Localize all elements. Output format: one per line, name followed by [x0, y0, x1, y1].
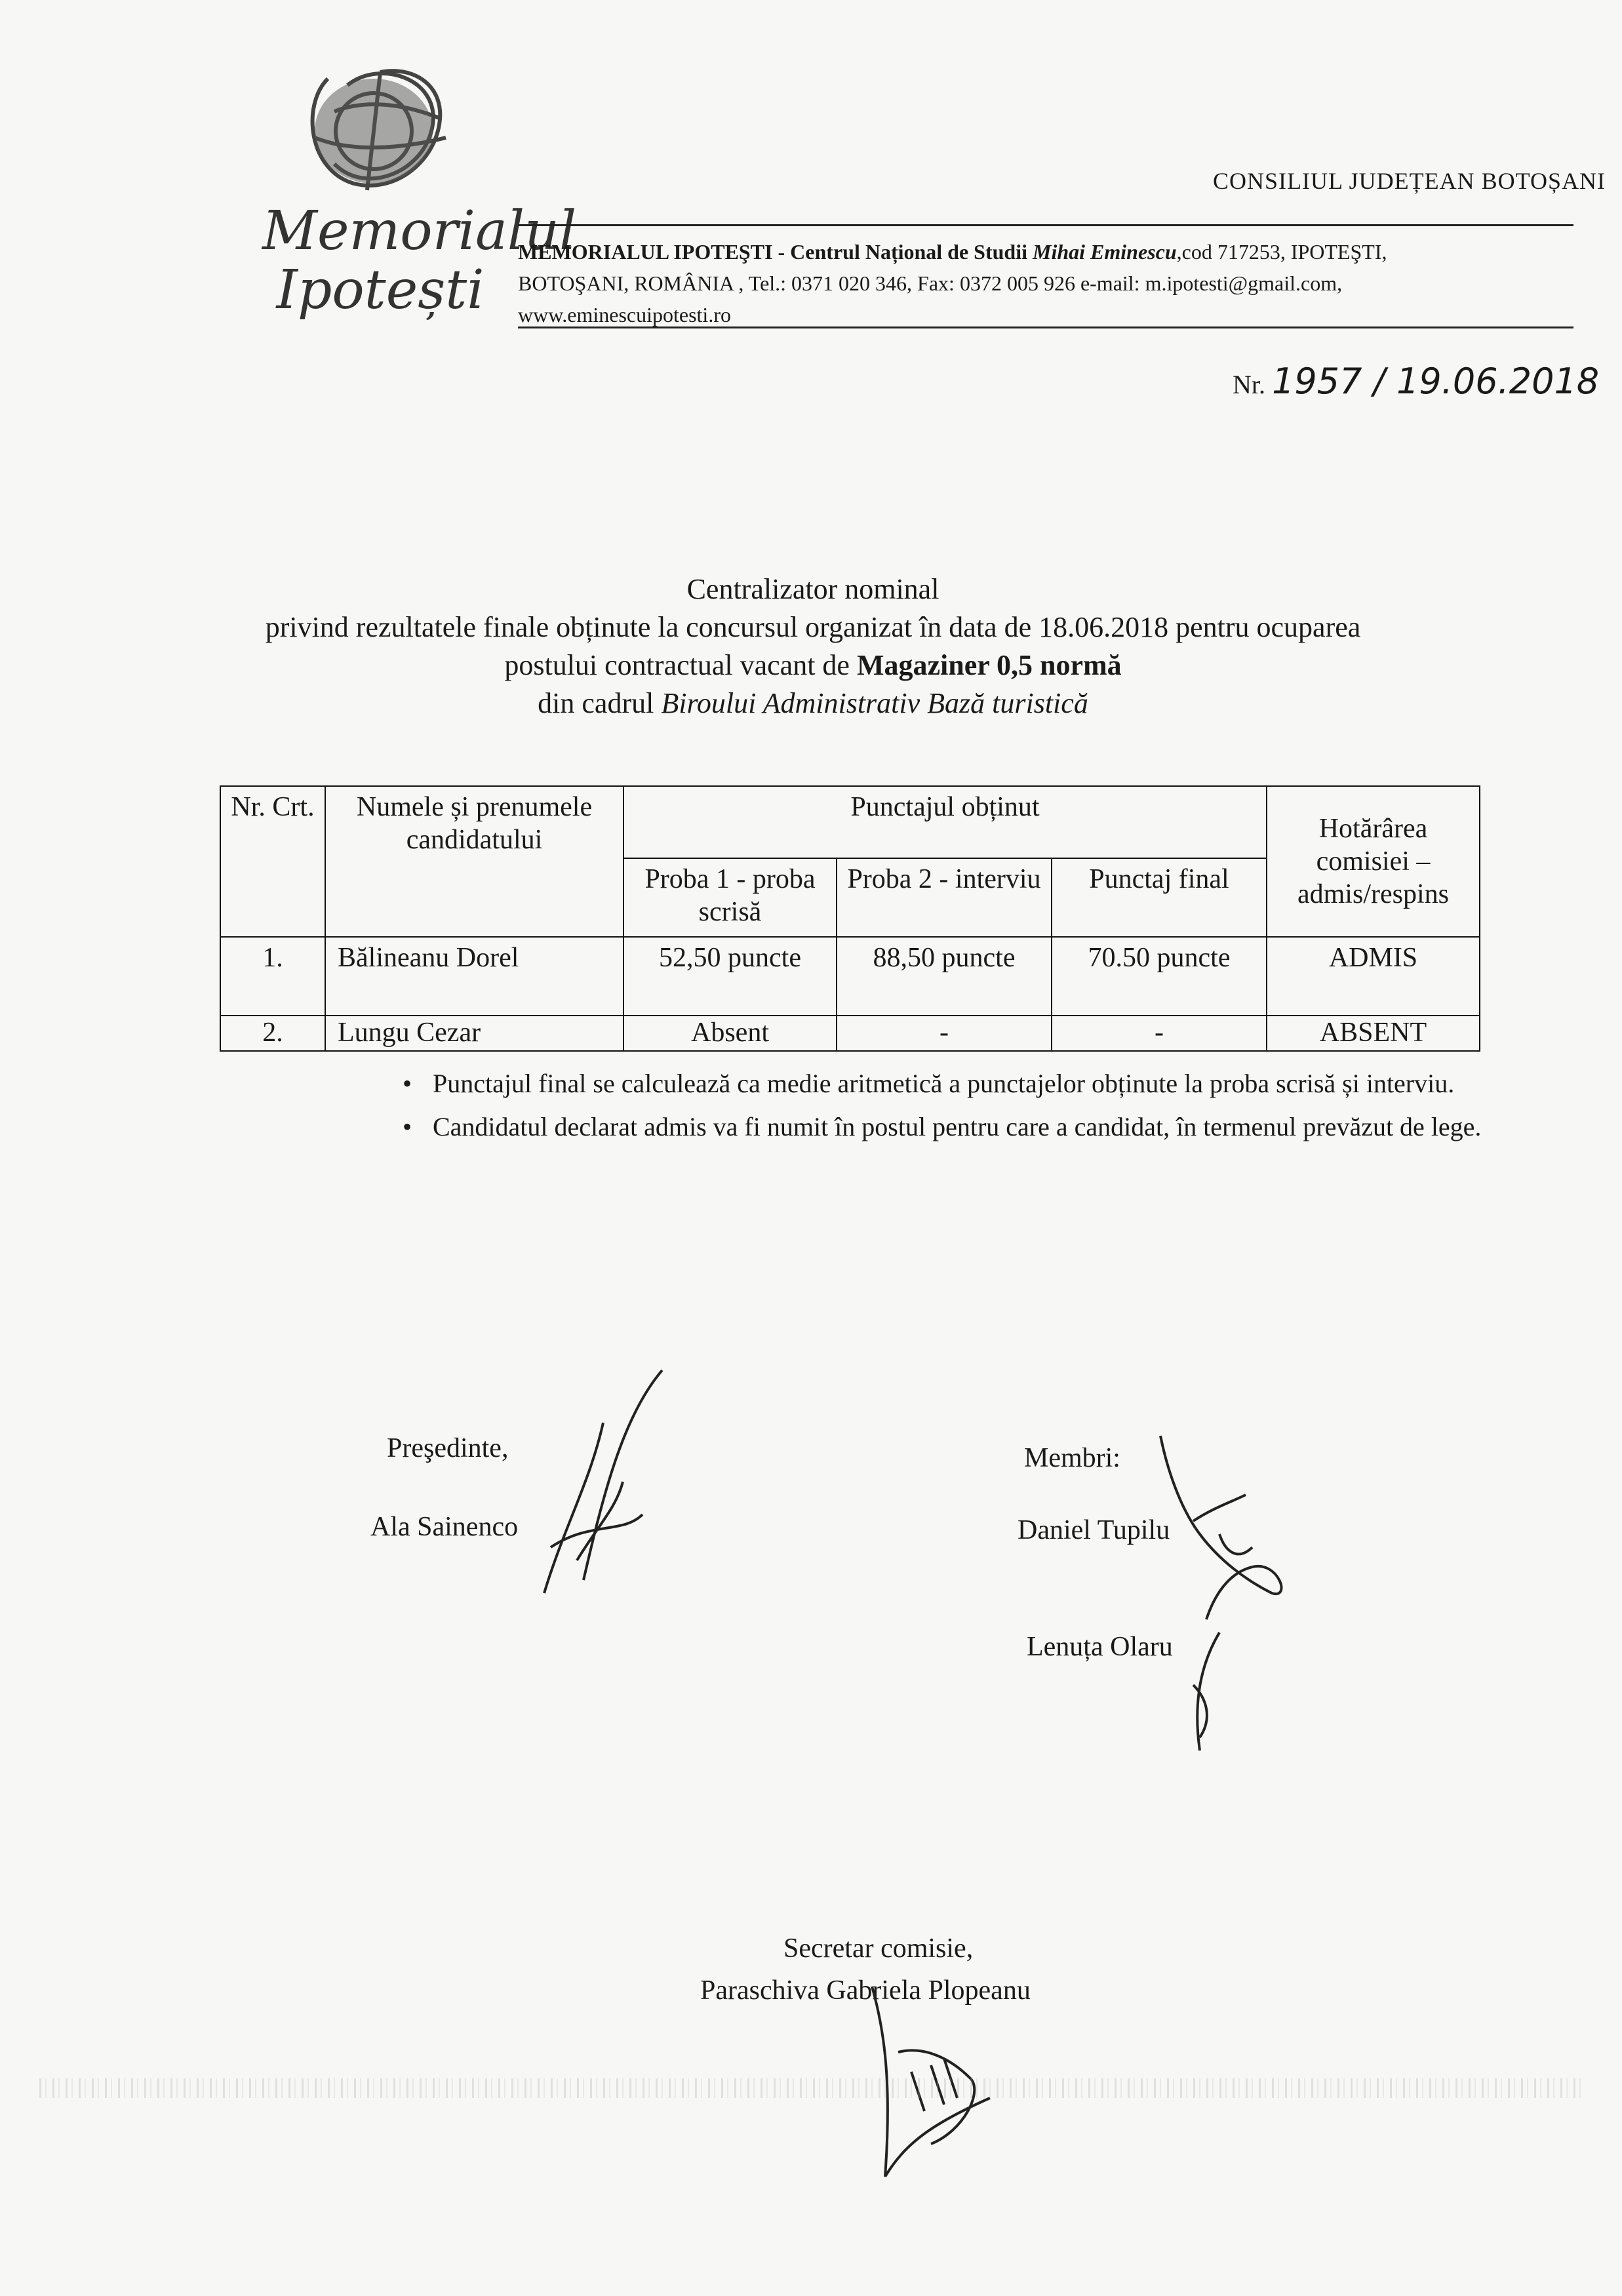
registration-date: 19.06.2018 [1396, 361, 1600, 402]
address-line1: ,cod 717253, IPOTEŞTI, [1176, 240, 1387, 264]
council-name: CONSILIUL JUDEȚEAN BOTOȘANI [1213, 168, 1606, 194]
header-test1: Proba 1 - proba scrisă [623, 858, 837, 937]
row-test2: 88,50 puncte [837, 937, 1052, 1016]
header-candidate-name: Numele și prenumele candidatului [325, 786, 623, 937]
title-line1: Centralizator nominal [686, 573, 940, 605]
title-line2: privind rezultatele finale obținute la concursul organizat în data de 18.06.2018 pentru ocuparea [265, 611, 1361, 643]
row-nr: 2. [220, 1016, 325, 1051]
row-nr: 1. [220, 937, 325, 1016]
header-rule-bottom [518, 327, 1573, 328]
center-name: Mihai Eminescu [1033, 240, 1177, 264]
registration-label: Nr. [1233, 370, 1265, 399]
list-item: • Candidatul declarat admis va fi numit în postul pentru care a candidat, în termenul prevăzut de lege. [393, 1111, 1560, 1143]
header-final-score: Punctaj final [1052, 858, 1267, 937]
row-test2: - [837, 1016, 1052, 1051]
department-name: Biroului Administrativ Bază turistică [661, 687, 1088, 719]
header-nr: Nr. Crt. [220, 786, 325, 937]
institution-name: MEMORIALUL IPOTEŞTI [518, 240, 773, 264]
row-test1: Absent [623, 1016, 837, 1051]
row-candidate-name: Lungu Cezar [325, 1016, 623, 1051]
row-decision: ADMIS [1267, 937, 1480, 1016]
institution-logo [262, 52, 577, 328]
header-score-group: Punctajul obținut [623, 786, 1267, 858]
member-1-name: Daniel Tupilu [1018, 1515, 1170, 1545]
monogram-emblem-icon [288, 52, 472, 210]
document-title [197, 570, 1429, 722]
president-title: Preşedinte, [387, 1433, 509, 1463]
registration-number-value: 1957 [1272, 361, 1362, 402]
title-line3: postului contractual vacant de [504, 649, 857, 681]
notes-list [393, 1067, 1560, 1154]
header-decision: Hotărârea comisiei – admis/respins [1267, 786, 1480, 937]
address-line2: BOTOŞANI, ROMÂNIA , Tel.: 0371 020 346, Fax: 0372 005 926 e-mail: m.ipotesti@gmail.com, [518, 271, 1343, 295]
title-line4: din cadrul [538, 687, 662, 719]
header-test2: Proba 2 - interviu [837, 858, 1052, 937]
secretary-title: Secretar comisie, [783, 1933, 974, 1964]
members-title: Membri: [1024, 1443, 1120, 1473]
center-prefix: - Centrul Național de Studii [772, 240, 1033, 264]
member-2-signature-icon [1174, 1626, 1239, 1757]
table-row [220, 937, 1480, 1016]
president-signature-icon [524, 1364, 695, 1606]
scan-speckle-band [39, 2078, 1587, 2098]
results-table [220, 785, 1480, 1052]
website-link[interactable]: www.eminescuipotesti.ro [518, 303, 731, 327]
logo-text-line2: Ipotești [276, 259, 485, 321]
row-test1: 52,50 puncte [623, 937, 837, 1016]
row-decision: ABSENT [1267, 1016, 1480, 1051]
institution-contact-info [518, 236, 1580, 330]
row-final-score: - [1052, 1016, 1267, 1051]
secretary-name: Paraschiva Gabriela Plopeanu [700, 1975, 1031, 2006]
member-2-name: Lenuța Olaru [1027, 1632, 1173, 1662]
position-name: Magaziner 0,5 normă [856, 649, 1122, 681]
table-row [220, 1016, 1480, 1051]
member-1-signature-icon [1141, 1429, 1298, 1626]
row-candidate-name: Bălineanu Dorel [325, 937, 623, 1016]
president-name: Ala Sainenco [370, 1512, 519, 1542]
row-final-score: 70.50 puncte [1052, 937, 1267, 1016]
header-rule-top [518, 224, 1573, 226]
logo-text-line1: Memorialul [262, 200, 577, 262]
registration-number: Nr. 1957 / 19.06.2018 [1233, 361, 1600, 402]
list-item: • Punctajul final se calculează ca medie aritmetică a punctajelor obținute la proba scrisă și interviu. [393, 1067, 1560, 1100]
